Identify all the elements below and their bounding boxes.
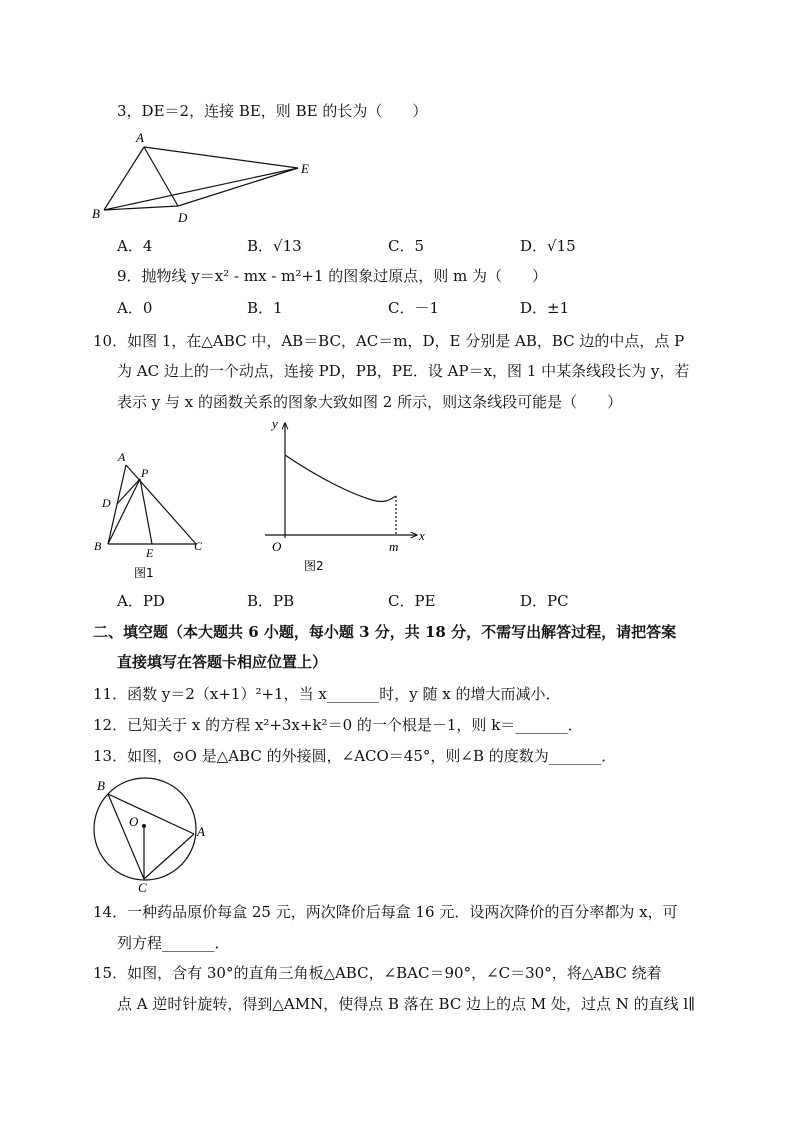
q8-option-a: A．4 bbox=[117, 237, 153, 255]
label-B: B bbox=[94, 539, 102, 553]
label-y: y bbox=[272, 416, 278, 431]
q10-figure-2 bbox=[262, 418, 442, 583]
q10-option-a: A．PD bbox=[117, 592, 165, 610]
label-B: B bbox=[92, 206, 100, 221]
label-A: A bbox=[118, 450, 126, 464]
center-dot bbox=[142, 824, 146, 828]
label-C: C bbox=[194, 539, 203, 553]
q11: 11．函数 y＝2（x+1）²+1，当 x_______时，y 随 x 的增大而减小． bbox=[93, 685, 561, 703]
q13-stem: 13．如图，⊙O 是△ABC 的外接圆，∠ACO＝45°，则∠B 的度数为_______． bbox=[93, 747, 617, 765]
q10-line-2: 为 AC 边上的一个动点，连接 PD，PB，PE．设 AP＝x，图 1 中某条线段长为 y，若 bbox=[117, 362, 690, 380]
q14-line-1: 14．一种药品原价每盒 25 元，两次降价后每盒 16 元．设两次降价的百分率都为 x，可 bbox=[93, 903, 678, 921]
seg-BC bbox=[108, 794, 144, 879]
q8-option-c: C．5 bbox=[388, 237, 425, 255]
label-C: C bbox=[138, 880, 147, 895]
q9-stem: 9．抛物线 y＝x² - mx - m²+1 的图象过原点，则 m 为（ ） bbox=[117, 267, 548, 285]
q15-line-2: 点 A 逆时针旋转，得到△AMN，使得点 B 落在 BC 边上的点 M 处，过点 N 的直线 l∥ bbox=[117, 995, 696, 1013]
seg-PB bbox=[108, 479, 140, 544]
seg-BE bbox=[104, 168, 298, 210]
section-2-heading-2: 直接填写在答题卡相应位置上） bbox=[117, 653, 328, 671]
fig1-caption: 图1 bbox=[134, 566, 154, 580]
label-A: A bbox=[197, 824, 205, 839]
label-O: O bbox=[272, 539, 282, 554]
q9-option-d: D．±1 bbox=[520, 299, 570, 317]
q9-option-a: A．0 bbox=[117, 299, 153, 317]
circumcircle bbox=[94, 778, 196, 880]
label-x: x bbox=[419, 528, 425, 543]
seg-BA bbox=[108, 794, 194, 834]
q10-figure-1 bbox=[88, 445, 218, 585]
q10-option-b: B．PB bbox=[247, 592, 295, 610]
label-E: E bbox=[301, 161, 309, 176]
q12: 12．已知关于 x 的方程 x²+3x+k²＝0 的一个根是－1，则 k＝_______． bbox=[93, 716, 583, 734]
label-P: P bbox=[141, 466, 149, 480]
q8-option-d: D．√15 bbox=[520, 237, 576, 255]
label-O: O bbox=[129, 814, 139, 829]
label-D: D bbox=[178, 210, 188, 225]
label-A: A bbox=[136, 130, 144, 145]
fig2-caption: 图2 bbox=[304, 559, 324, 573]
label-D: D bbox=[102, 496, 111, 510]
section-2-heading-1: 二、填空题（本大题共 6 小题，每小题 3 分，共 18 分，不需写出解答过程，请把答案 bbox=[93, 623, 677, 641]
seg-AB bbox=[108, 465, 126, 544]
q8-figure bbox=[90, 130, 320, 225]
q14-line-2: 列方程_______． bbox=[117, 934, 230, 952]
q10-option-d: D．PC bbox=[520, 592, 569, 610]
q9-option-c: C．－1 bbox=[388, 299, 440, 317]
label-B: B bbox=[97, 778, 105, 793]
seg-AC bbox=[126, 465, 196, 544]
q15-line-1: 15．如图，含有 30°的直角三角板△ABC，∠BAC＝90°，∠C＝30°，将△ABC 绕着 bbox=[93, 964, 662, 982]
q13-figure bbox=[88, 774, 218, 894]
seg-AC bbox=[144, 834, 194, 879]
seg-AB bbox=[104, 147, 144, 210]
q10-line-3: 表示 y 与 x 的函数关系的图象大致如图 2 所示，则这条线段可能是（ ） bbox=[117, 393, 623, 411]
q10-line-1: 10．如图 1，在△ABC 中，AB＝BC，AC＝m，D，E 分别是 AB，BC 边的中点，点 P bbox=[93, 332, 685, 350]
q10-option-c: C．PE bbox=[388, 592, 436, 610]
q9-option-b: B．1 bbox=[247, 299, 283, 317]
label-E: E bbox=[146, 546, 154, 560]
seg-PE bbox=[140, 479, 152, 544]
q8-stem-tail: 3，DE＝2，连接 BE，则 BE 的长为（ ） bbox=[117, 102, 428, 120]
seg-DE bbox=[178, 168, 298, 206]
seg-AE bbox=[144, 147, 298, 168]
curve bbox=[285, 455, 396, 501]
q8-option-b: B．√13 bbox=[247, 237, 302, 255]
label-m: m bbox=[389, 539, 399, 554]
